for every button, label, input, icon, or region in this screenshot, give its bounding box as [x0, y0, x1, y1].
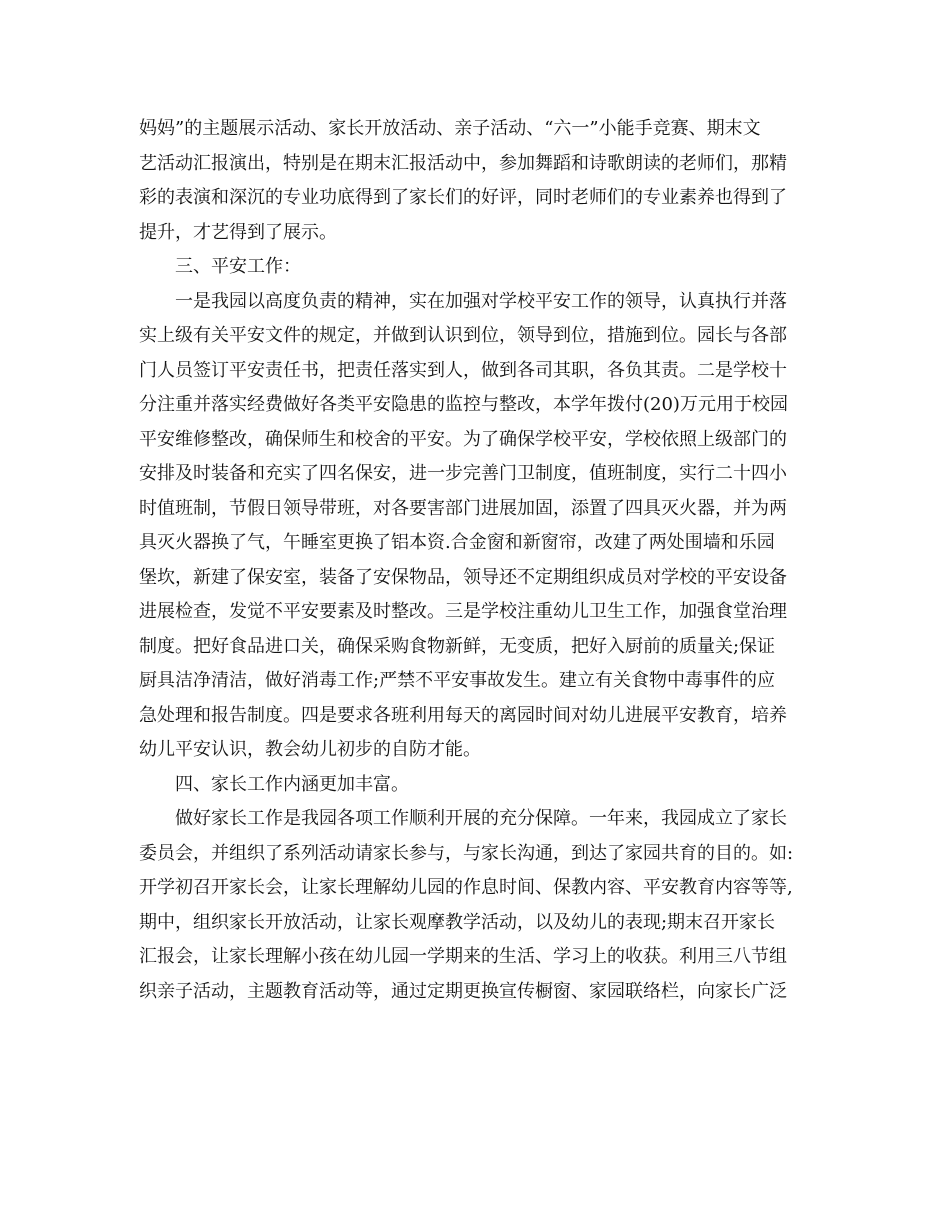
text-line: 门人员签订平安责任书，把责任落实到人，做到各司其职，各负其责。二是学校十 [139, 359, 787, 381]
text-line: 妈妈”的主题展示活动、家长开放活动、亲子活动、“六一”小能手竞赛、期末文 [139, 118, 761, 139]
text-line: 具灭火器换了气，午睡室更换了铝本资.合金窗和新窗帘，改建了两处围墙和乐园 [139, 532, 775, 553]
text-line: 分注重并落实经费做好各类平安隐患的监控与整改，本学年拨付(20)万元用于校园 [139, 394, 788, 415]
text-line: 开学初召开家长会，让家长理解幼儿园的作息时间、保教内容、平安教育内容等等, [139, 877, 793, 898]
text-line: 安排及时装备和充实了四名保安，进一步完善门卫制度，值班制度，实行二十四小 [139, 463, 787, 484]
text-line: 四、家长工作内涵更加丰富。 [175, 773, 409, 795]
text-line: 实上级有关平安文件的规定，并做到认识到位，领导到位，措施到位。园长与各部 [139, 325, 787, 346]
text-line: 提升，才艺得到了展示。 [139, 221, 337, 243]
text-line: 时值班制，节假日领导带班，对各要害部门进展加固，添置了四具灭火器，并为两 [139, 497, 787, 519]
text-line: 厨具洁净清洁，做好消毒工作;严禁不平安事故发生。建立有关食物中毒事件的应 [139, 670, 776, 691]
text-line: 艺活动汇报演出，特别是在期末汇报活动中，参加舞蹈和诗歌朗读的老师们，那精 [139, 152, 787, 174]
document-body [139, 112, 829, 1009]
text-line: 三、平安工作： [175, 256, 301, 277]
text-line: 幼儿平安认识，教会幼儿初步的自防才能。 [139, 739, 481, 760]
text-line: 一是我园以高度负责的精神，实在加强对学校平安工作的领导，认真执行并落 [175, 290, 787, 312]
text-line: 平安维修整改，确保师生和校舍的平安。为了确保学校平安，学校依照上级部门的 [139, 428, 787, 450]
text-line: 期中，组织家长开放活动，让家长观摩教学活动，以及幼儿的表现;期末召开家长 [139, 911, 776, 933]
text-line: 急处理和报告制度。四是要求各班利用每天的离园时间对幼儿进展平安教育，培养 [139, 704, 787, 726]
text-line: 汇报会，让家长理解小孩在幼儿园一学期来的生活、学习上的收获。利用三八节组 [139, 946, 787, 967]
text-line: 做好家长工作是我园各项工作顺利开展的充分保障。一年来，我园成立了家长 [175, 808, 787, 829]
text-line: 织亲子活动，主题教育活动等，通过定期更换宣传橱窗、家园联络栏，向家长广泛 [139, 980, 787, 1002]
text-line: 制度。把好食品进口关，确保采购食物新鲜，无变质，把好入厨前的质量关;保证 [139, 635, 776, 657]
text-line: 彩的表演和深沉的专业功底得到了家长们的好评，同时老师们的专业素养也得到了 [139, 187, 787, 208]
text-line: 进展检查，发觉不平安要素及时整改。三是学校注重幼儿卫生工作，加强食堂治理 [139, 601, 787, 622]
text-line: 堡坎，新建了保安室，装备了安保物品，领导还不定期组织成员对学校的平安设备 [139, 566, 787, 588]
text-line: 委员会，并组织了系列活动请家长参与，与家长沟通，到达了家园共育的目的。如: [139, 842, 794, 864]
